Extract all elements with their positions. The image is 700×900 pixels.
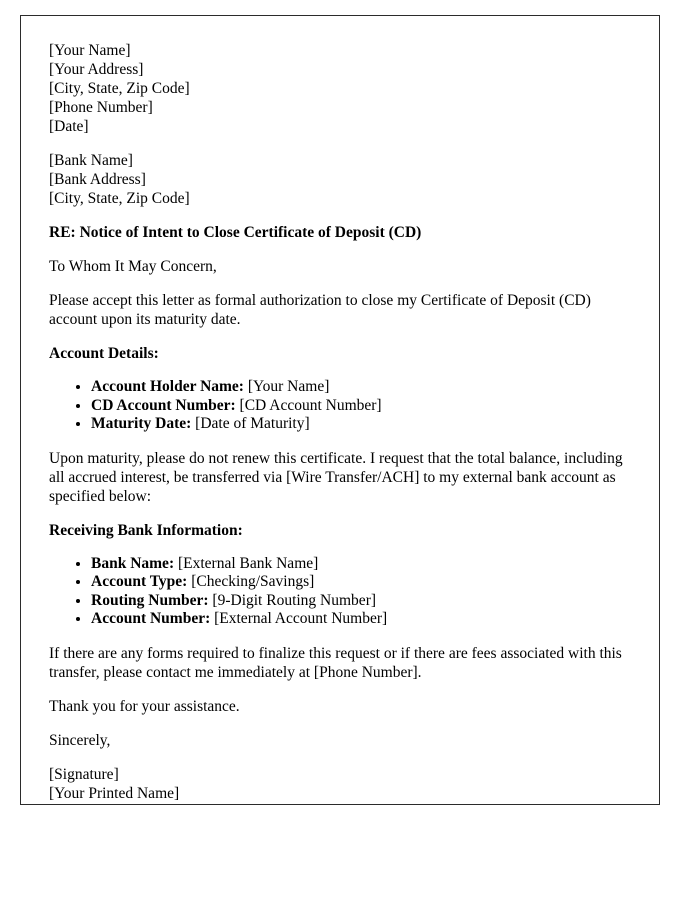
recipient-address-block	[49, 151, 631, 208]
account-details-list	[49, 378, 631, 434]
letter-date: [Date]	[49, 118, 89, 135]
list-item	[91, 592, 631, 611]
maturity-date-label: Maturity Date:	[91, 415, 192, 432]
bank-name-label: Bank Name:	[91, 554, 175, 572]
account-holder-value: [Your Name]	[243, 378, 330, 395]
routing-number-label: Routing Number:	[91, 591, 209, 609]
list-item	[91, 573, 631, 592]
receiving-bank-list	[49, 555, 631, 629]
account-holder-label: Account Holder Name:	[91, 378, 244, 395]
letter-page	[20, 15, 660, 805]
list-item	[91, 610, 631, 629]
list-item	[91, 397, 631, 416]
signature-placeholder: [Signature]	[49, 765, 119, 783]
closing: Sincerely,	[49, 731, 111, 749]
account-type-label: Account Type:	[91, 573, 188, 590]
fees-paragraph: If there are any forms required to finalize this request or if there are fees associated with this transfer, please contact me immediately at [Phone Number].	[49, 644, 622, 681]
list-item	[91, 555, 631, 574]
salutation: To Whom It May Concern,	[49, 258, 217, 275]
recipient-city-state-zip: [City, State, Zip Code]	[49, 190, 190, 207]
account-type-value: [Checking/Savings]	[187, 573, 315, 590]
thanks-paragraph: Thank you for your assistance.	[49, 697, 240, 715]
sender-city-state-zip: [City, State, Zip Code]	[49, 80, 190, 97]
maturity-paragraph: Upon maturity, please do not renew this certificate. I request that the total balance, including all accrued interest, be transferred via [Wire Transfer/ACH] to my external bank account as specified below:	[49, 449, 623, 505]
account-number-value: [External Account Number]	[210, 610, 388, 627]
recipient-bank-name: [Bank Name]	[49, 152, 133, 169]
cd-account-number-label: CD Account Number:	[91, 396, 236, 414]
account-number-label: Account Number:	[91, 610, 211, 627]
sender-name: [Your Name]	[49, 42, 131, 59]
sender-address-block	[49, 41, 631, 136]
receiving-bank-heading: Receiving Bank Information:	[49, 521, 243, 539]
account-details-heading: Account Details:	[49, 345, 159, 362]
maturity-date-value: [Date of Maturity]	[191, 415, 310, 432]
bank-name-value: [External Bank Name]	[174, 554, 319, 572]
routing-number-value: [9-Digit Routing Number]	[208, 591, 377, 609]
subject-line: RE: Notice of Intent to Close Certificate of Deposit (CD)	[49, 224, 422, 241]
recipient-bank-address: [Bank Address]	[49, 171, 146, 188]
intro-paragraph: Please accept this letter as formal authorization to close my Certificate of Deposit (CD) account upon its maturity date.	[49, 292, 591, 328]
cd-account-number-value: [CD Account Number]	[235, 396, 382, 414]
sender-address: [Your Address]	[49, 61, 144, 78]
list-item	[91, 415, 631, 434]
signature-block	[49, 765, 631, 803]
sender-phone: [Phone Number]	[49, 99, 153, 116]
list-item	[91, 378, 631, 397]
printed-name-placeholder: [Your Printed Name]	[49, 784, 180, 802]
